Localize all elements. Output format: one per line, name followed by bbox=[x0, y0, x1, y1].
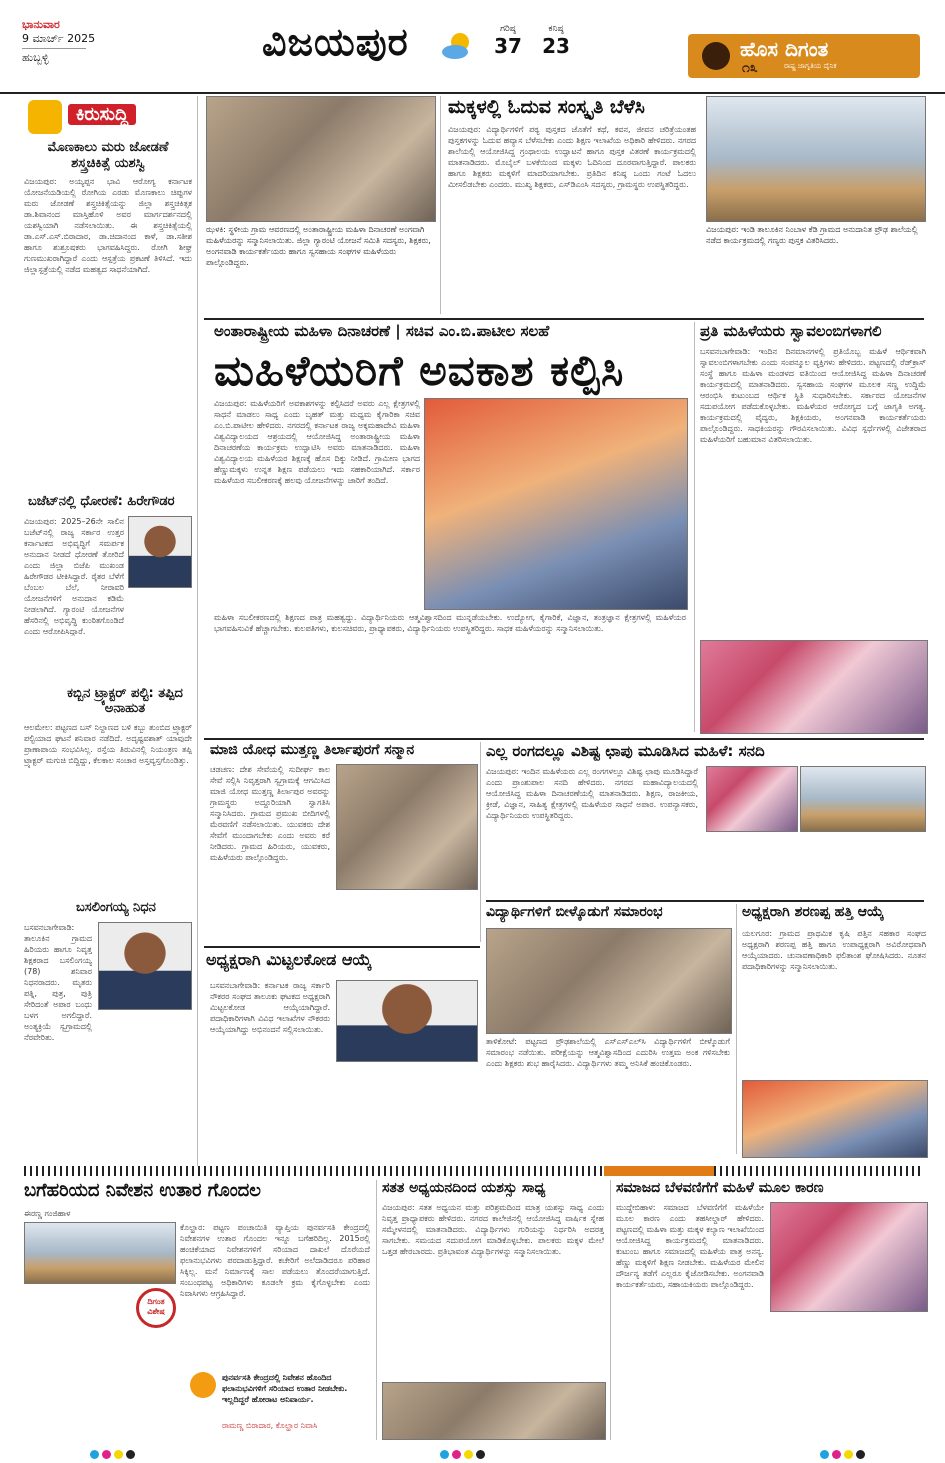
story-title: ಬಗೆಹರಿಯದ ನಿವೇಶನ ಉತಾರ ಗೊಂದಲ bbox=[24, 1180, 261, 1201]
section-divider bbox=[486, 900, 924, 902]
kirusuddi-label: ಕಿರುಸುದ್ದಿ bbox=[68, 104, 136, 125]
pull-quote-attribution: ರಾಮಣ್ಣ ಬಿರಾದಾರ, ಕೊಲ್ಹಾರ ನಿವಾಸಿ bbox=[222, 1421, 318, 1430]
photo-caption: ಝಳಕಿ: ಸ್ಥಳೀಯ ಗ್ರಾಮ ಆವರಣದಲ್ಲಿ ಅಂತಾರಾಷ್ಟ್ರೀಯ ಮಹಿಳಾ ದಿನಾಚರಣೆ ಅಂಗವಾಗಿ ಮಹಿಳೆಯರನ್ನು ಸನ್ಮಾನಿಸಲಾಯಿತು. ಜಿಲ್ಲಾ ಗ್ಯಾರಂಟಿ ಯೋಜನೆ ಸಮಿತಿ ಸದಸ್ಯರು, ಶಿಕ್ಷಕರು, ಅಂಗನವಾಡಿ ಕಾರ್ಯಕರ್ತೆಯರು ಹಾಗೂ ಸ್ವಸಹಾಯ ಸಂಘಗಳ ಮಹಿಳೆಯರು ಪಾಲ್ಗೊಂಡಿದ್ದರು. bbox=[206, 225, 431, 267]
story-title: ಪ್ರತಿ ಮಹಿಳೆಯರು ಸ್ವಾವಲಂಬಿಗಳಾಗಲಿ bbox=[700, 322, 882, 340]
newspaper-logo bbox=[688, 34, 920, 78]
event-photo bbox=[742, 1080, 928, 1158]
story-body: ಮುದ್ದೇಬಿಹಾಳ: ಸಮಾಜದ ಬೆಳವಣಿಗೆಗೆ ಮಹಿಳೆಯೇ ಮೂಲ ಕಾರಣ ಎಂದು ತಹಸೀಲ್ದಾರ್ ಹೇಳಿದರು. ಪಟ್ಟಣದಲ್ಲಿ ಮಹಿಳಾ ಮತ್ತು ಮಕ್ಕಳ ಕಲ್ಯಾಣ ಇಲಾಖೆಯಿಂದ ಆಯೋಜಿಸಿದ್ದ ಕಾರ್ಯಕ್ರಮದಲ್ಲಿ ಮಾತನಾಡಿದರು. ಕುಟುಂಬ ಹಾಗೂ ಸಮಾಜದಲ್ಲಿ ಮಹಿಳೆಯ ಪಾತ್ರ ಅನನ್ಯ. ಹೆಣ್ಣು ಮಕ್ಕಳಿಗೆ ಶಿಕ್ಷಣ ನೀಡಬೇಕು. ಮಹಿಳೆಯರ ಮೇಲಿನ ದೌರ್ಜನ್ಯ ತಡೆಗೆ ಎಲ್ಲರೂ ಕೈಜೋಡಿಸಬೇಕು. ಅಂಗನವಾಡಿ ಕಾರ್ಯಕರ್ತೆಯರು, ಸಹಾಯಕಿಯರು ಪಾಲ್ಗೊಂಡಿದ್ದರು. bbox=[616, 1203, 764, 1289]
story-body-continued bbox=[336, 1064, 476, 1154]
story-body: ಚಡಚಣ: ದೇಶ ಸೇವೆಯಲ್ಲಿ ಸುದೀರ್ಘ ಕಾಲ ಸೇವೆ ಸಲ್ಲಿಸಿ ನಿವೃತ್ತರಾಗಿ ಸ್ವಗ್ರಾಮಕ್ಕೆ ಆಗಮಿಸಿದ ಮಾಜಿ ಯೋಧ ಮುತ್ತಣ್ಣ ತಿರ್ಲಾಪುರ ಅವರನ್ನು ಗ್ರಾಮಸ್ಥರು ಅದ್ದೂರಿಯಾಗಿ ಸ್ವಾಗತಿಸಿ ಸನ್ಮಾನಿಸಿದರು. ಗ್ರಾಮದ ಪ್ರಮುಖ ಬೀದಿಗಳಲ್ಲಿ ಮೆರವಣಿಗೆ ನಡೆಸಲಾಯಿತು. ಯುವಕರು ದೇಶ ಸೇವೆಗೆ ಮುಂದಾಗಬೇಕು ಎಂದು ಅವರು ಕರೆ ನೀಡಿದರು. ಗ್ರಾಮದ ಹಿರಿಯರು, ಯುವಕರು, ಮಹಿಳೆಯರು ಪಾಲ್ಗೊಂಡಿದ್ದರು. bbox=[210, 765, 330, 862]
story-title: ಮೊಣಕಾಲು ಮರು ಜೋಡಣೆ ಶಸ್ತ್ರಚಿಕಿತ್ಸೆ ಯಶಸ್ವಿ bbox=[47, 140, 169, 171]
masthead bbox=[0, 0, 945, 94]
column-divider bbox=[736, 904, 737, 1154]
date-block bbox=[22, 18, 95, 65]
weather-sun-cloud-icon bbox=[440, 28, 476, 64]
section-divider bbox=[204, 738, 924, 740]
print-registration-marks bbox=[90, 1444, 138, 1463]
story-title: ಅಧ್ಯಕ್ಷರಾಗಿ ಮಿಟ್ಟಲಕೋಡ ಆಯ್ಕೆ bbox=[206, 950, 372, 969]
story-title: ಸತತ ಅಧ್ಯಯನದಿಂದ ಯಶಸ್ಸು ಸಾಧ್ಯ bbox=[382, 1180, 546, 1196]
pointing-hand-icon bbox=[28, 100, 62, 134]
story-body-continued bbox=[24, 590, 192, 680]
kirusuddi-header bbox=[22, 98, 190, 138]
page-number: ೧೩ bbox=[742, 60, 758, 76]
event-photo bbox=[336, 764, 478, 890]
story-title: ಸಮಾಜದ ಬೆಳವಣಿಗೆಗೆ ಮಹಿಳೆ ಮೂಲ ಕಾರಣ bbox=[616, 1180, 824, 1196]
story-kicker: ಅಂತಾರಾಷ್ಟ್ರೀಯ ಮಹಿಳಾ ದಿನಾಚರಣೆ | ಸಚಿವ ಎಂ.ಬಿ.ಪಾಟೀಲ ಸಲಹೆ bbox=[214, 322, 550, 340]
event-photo bbox=[206, 96, 436, 222]
story-body-continued bbox=[24, 1332, 184, 1442]
story-body: ವಿಜಯಪುರ: ಮಹಿಳೆಯರಿಗೆ ಅವಕಾಶಗಳನ್ನು ಕಲ್ಪಿಸಿದರೆ ಅವರು ಎಲ್ಲ ಕ್ಷೇತ್ರಗಳಲ್ಲಿ ಸಾಧನೆ ಮಾಡಲು ಸಾಧ್ಯ ಎಂದು ಬೃಹತ್ ಮತ್ತು ಮಧ್ಯಮ ಕೈಗಾರಿಕಾ ಸಚಿವ ಎಂ.ಬಿ.ಪಾಟೀಲ ಹೇಳಿದರು. ನಗರದಲ್ಲಿ ಕರ್ನಾಟಕ ರಾಜ್ಯ ಅಕ್ಕಮಹಾದೇವಿ ಮಹಿಳಾ ವಿಶ್ವವಿದ್ಯಾಲಯದ ಆಶ್ರಯದಲ್ಲಿ ಆಯೋಜಿಸಿದ್ದ ಅಂತಾರಾಷ್ಟ್ರೀಯ ಮಹಿಳಾ ದಿನಾಚರಣೆಯ ಕಾರ್ಯಕ್ರಮ ಉದ್ಘಾಟಿಸಿ ಅವರು ಮಾತನಾಡಿದರು. ಮಹಿಳಾ ವಿಶ್ವವಿದ್ಯಾಲಯ ಮಹಿಳೆಯರ ಶಿಕ್ಷಣಕ್ಕೆ ಹೊಸ ದಿಕ್ಕು ನೀಡಿದೆ. ಗ್ರಾಮೀಣ ಭಾಗದ ಹೆಣ್ಣುಮಕ್ಕಳು ಉನ್ನತ ಶಿಕ್ಷಣ ಪಡೆಯಲು ಇದು ಸಹಕಾರಿಯಾಗಿದೆ. ಸರ್ಕಾರ ಮಹಿಳೆಯರ ಸಬಲೀಕರಣಕ್ಕೆ ಹಲವು ಯೋಜನೆಗಳನ್ನು ಜಾರಿಗೆ ತಂದಿದೆ. bbox=[214, 399, 420, 485]
story-title: ಕಬ್ಬಿನ ಟ್ರ್ಯಾಕ್ಟರ್ ಪಲ್ಟಿ: ತಪ್ಪಿದ ಅನಾಹುತ bbox=[67, 686, 183, 716]
min-temp bbox=[532, 24, 580, 58]
print-registration-marks bbox=[820, 1444, 868, 1463]
story-body: ವಿಜಯಪುರ: ಅಯ್ಯಪ್ಪನ ಭಾವಿ ಆರೋಗ್ಯ ಕರ್ನಾಟಕ ಯೋಜನೆಯಡಿಯಲ್ಲಿ ರೋಗಿಯ ಎರಡು ಮೊಣಕಾಲು ಚಿಪ್ಪುಗಳ ಮರು ಜೋಡಣೆ ಶಸ್ತ್ರಚಿಕಿತ್ಸೆಯನ್ನು ಜಿಲ್ಲಾ ಶಸ್ತ್ರಚಿಕಿತ್ಸಕ ಡಾ.ಶಿವಾನಂದ ಮಾಸ್ತಿಹೊಳಿ ಅವರ ಮಾರ್ಗದರ್ಶನದಲ್ಲಿ ಯಶಸ್ವಿಯಾಗಿ ನಡೆಸಲಾಯಿತು. ಈ ಶಸ್ತ್ರಚಿಕಿತ್ಸೆಯಲ್ಲಿ ಡಾ.ಎಸ್.ಎಸ್.ಬಿರಾದಾರ, ಡಾ.ಚಿದಾನಂದ ಕಾಳೆ, ಡಾ.ಸತೀಶ ಹಾಗೂ ಶುಶ್ರೂಷಕರು ಭಾಗವಹಿಸಿದ್ದರು. ರೋಗಿ ಶೀಘ್ರ ಗುಣಮುಖರಾಗಿದ್ದಾರೆ ಎಂದು ಆಸ್ಪತ್ರೆಯ ಪ್ರಕಟಣೆ ತಿಳಿಸಿದೆ. ಇದು ಜಿಲ್ಲಾಸ್ಪತ್ರೆಯಲ್ಲಿ ನಡೆದ ಮಹತ್ವದ ಸಾಧನೆಯಾಗಿದೆ. bbox=[24, 177, 192, 274]
story-body: ಕೊಲ್ಹಾರ: ಪಟ್ಟಣ ಪಂಚಾಯಿತಿ ವ್ಯಾಪ್ತಿಯ ಪುನರ್ವಸತಿ ಕೇಂದ್ರದಲ್ಲಿ ನಿವೇಶನಗಳ ಉತಾರ ಗೊಂದಲ ಇನ್ನೂ ಬಗೆಹರಿದಿಲ್ಲ. 2015ರಲ್ಲಿ ಹಂಚಿಕೆಯಾದ ನಿವೇಶನಗಳಿಗೆ ಸರಿಯಾದ ದಾಖಲೆ ದೊರೆಯದೆ ಫಲಾನುಭವಿಗಳು ಪರದಾಡುತ್ತಿದ್ದಾರೆ. ಕಚೇರಿಗೆ ಅಲೆದಾಡಿದರೂ ಪರಿಹಾರ ಸಿಕ್ಕಿಲ್ಲ. ಮನೆ ನಿರ್ಮಾಣಕ್ಕೆ ಸಾಲ ಪಡೆಯಲು ತೊಂದರೆಯಾಗುತ್ತಿದೆ. ಸಂಬಂಧಪಟ್ಟ ಅಧಿಕಾರಿಗಳು ಕೂಡಲೇ ಕ್ರಮ ಕೈಗೊಳ್ಳಬೇಕು ಎಂದು ನಿವಾಸಿಗಳು ಆಗ್ರಹಿಸಿದ್ದಾರೆ. bbox=[180, 1223, 370, 1298]
byline: ಈರಣ್ಣ ಗಂಜಿಹಾಳ bbox=[24, 1209, 71, 1218]
logo-emblem-icon bbox=[702, 42, 730, 70]
column-divider bbox=[376, 1180, 377, 1440]
print-registration-marks bbox=[440, 1444, 488, 1463]
story-title: ಮಕ್ಕಳಲ್ಲಿ ಓದುವ ಸಂಸ್ಕೃತಿ ಬೆಳೆಸಿ bbox=[448, 96, 645, 118]
story-body-continued bbox=[336, 892, 476, 942]
politician-portrait bbox=[128, 516, 192, 588]
event-photo bbox=[800, 766, 926, 832]
column-divider bbox=[480, 742, 481, 942]
story-body: ವಿಜಯಪುರ: ವಿದ್ಯಾರ್ಥಿಗಳಿಗೆ ಪಠ್ಯ ಪುಸ್ತಕದ ಜೊತೆಗೆ ಕಥೆ, ಕವನ, ಜೀವನ ಚರಿತ್ರೆಯಂತಹ ಪುಸ್ತಕಗಳನ್ನು ಓದುವ ಹವ್ಯಾಸ ಬೆಳೆಸಬೇಕು ಎಂದು ಶಿಕ್ಷಣ ಇಲಾಖೆಯ ಅಧಿಕಾರಿ ಹೇಳಿದರು. ನಗರದ ಶಾಲೆಯಲ್ಲಿ ಆಯೋಜಿಸಿದ್ದ ಗ್ರಂಥಾಲಯ ಉದ್ಘಾಟನೆ ಹಾಗೂ ಪುಸ್ತಕ ವಿತರಣೆ ಕಾರ್ಯಕ್ರಮದಲ್ಲಿ ಮಾತನಾಡಿದರು. ಮೊಬೈಲ್ ಬಳಕೆಯಿಂದ ಮಕ್ಕಳು ಓದಿನಿಂದ ದೂರವಾಗುತ್ತಿದ್ದಾರೆ. ಪಾಲಕರು ಹಾಗೂ ಶಿಕ್ಷಕರು ಮಕ್ಕಳಿಗೆ ಮಾದರಿಯಾಗಬೇಕು. ಪ್ರತಿದಿನ ಕನಿಷ್ಠ ಒಂದು ಗಂಟೆ ಓದಲು ಮೀಸಲಿಡಬೇಕು ಎಂದರು. ಮುಖ್ಯ ಶಿಕ್ಷಕರು, ಎಸ್‌ಡಿಎಂಸಿ ಸದಸ್ಯರು, ಗ್ರಾಮಸ್ಥರು ಉಪಸ್ಥಿತರಿದ್ದರು. bbox=[448, 125, 696, 189]
story-body: ಬಸವನಬಾಗೇವಾಡಿ: ಕರ್ನಾಟಕ ರಾಜ್ಯ ಸರ್ಕಾರಿ ನೌಕರರ ಸಂಘದ ತಾಲೂಕು ಘಟಕದ ಅಧ್ಯಕ್ಷರಾಗಿ ಮಿಟ್ಟಲಕೋಡ ಆಯ್ಕೆಯಾಗಿದ್ದಾರೆ. ಪದಾಧಿಕಾರಿಗಳಾಗಿ ವಿವಿಧ ಇಲಾಖೆಗಳ ನೌಕರರು ಆಯ್ಕೆಯಾಗಿದ್ದು ಅಭಿನಂದನೆ ಸಲ್ಲಿಸಲಾಯಿತು. bbox=[210, 981, 330, 1034]
temperature-block bbox=[484, 24, 580, 58]
place-label: ಹುಬ್ಬಳ್ಳಿ bbox=[22, 51, 49, 64]
section-divider bbox=[204, 946, 480, 948]
logo-text: ಹೊಸ ದಿಗಂತ bbox=[740, 37, 829, 61]
max-temp bbox=[484, 24, 532, 58]
story-body: ಬಸವನಬಾಗೇವಾಡಿ: ತಾಲೂಕಿನ ಗ್ರಾಮದ ಹಿರಿಯರು ಹಾಗೂ ನಿವೃತ್ತ ಶಿಕ್ಷಕರಾದ ಬಸಲಿಂಗಯ್ಯ (78) ಶನಿವಾರ ನಿಧನರಾದರು. ಮೃತರು ಪತ್ನಿ, ಪುತ್ರ, ಪುತ್ರಿ ಸೇರಿದಂತೆ ಅಪಾರ ಬಂಧು ಬಳಗ ಅಗಲಿದ್ದಾರೆ. ಅಂತ್ಯಕ್ರಿಯೆ ಸ್ವಗ್ರಾಮದಲ್ಲಿ ನೆರವೇರಿತು. bbox=[24, 923, 92, 1042]
story-headline: ಮಹಿಳೆಯರಿಗೆ ಅವಕಾಶ ಕಲ್ಪಿಸಿ bbox=[214, 346, 625, 395]
event-photo bbox=[770, 1202, 928, 1312]
main-event-photo bbox=[424, 398, 688, 610]
event-photo bbox=[706, 766, 798, 832]
event-photo bbox=[486, 928, 732, 1034]
date-label: 9 ಮಾರ್ಚ್ 2025 bbox=[22, 32, 96, 45]
story-body: ಮಹಿಳಾ ಸಬಲೀಕರಣದಲ್ಲಿ ಶಿಕ್ಷಣದ ಪಾತ್ರ ಮಹತ್ವದ್ದು. ವಿದ್ಯಾರ್ಥಿನಿಯರು ಆತ್ಮವಿಶ್ವಾಸದಿಂದ ಮುನ್ನಡೆಯಬೇಕು. ಉದ್ಯೋಗ, ಕೈಗಾರಿಕೆ, ವಿಜ್ಞಾನ, ತಂತ್ರಜ್ಞಾನ ಕ್ಷೇತ್ರಗಳಲ್ಲಿ ಮಹಿಳೆಯರ ಭಾಗವಹಿಸುವಿಕೆ ಹೆಚ್ಚಾಗಬೇಕು. ಕುಲಪತಿಗಳು, ಕುಲಸಚಿವರು, ಪ್ರಾಧ್ಯಾಪಕರು, ವಿದ್ಯಾರ್ಥಿನಿಯರು ಉಪಸ್ಥಿತರಿದ್ದರು. ಸಾಧಕ ಮಹಿಳೆಯರನ್ನು ಸನ್ಮಾನಿಸಲಾಯಿತು. bbox=[214, 613, 686, 633]
logo-subtitle: ರಾಷ್ಟ್ರ ಜಾಗೃತಿಯ ದೈನಿಕ bbox=[784, 62, 837, 70]
story-body-continued bbox=[770, 1314, 926, 1438]
event-photo bbox=[700, 640, 928, 734]
max-temp-value: 37 bbox=[494, 34, 522, 58]
story-body: ವಿಜಯಪುರ: 2025–26ನೇ ಸಾಲಿನ ಬಜೆಟ್‌ನಲ್ಲಿ ರಾಜ್ಯ ಸರ್ಕಾರ ಉತ್ತರ ಕರ್ನಾಟಕದ ಅಭಿವೃದ್ಧಿಗೆ ಸಮರ್ಪಕ ಅನುದಾನ ನೀಡದೆ ಧೋರಣೆ ತೋರಿದೆ ಎಂದು ಜಿಲ್ಲಾ ಬಿಜೆಪಿ ಮುಖಂಡ ಹಿರೇಗೌಡರ ಟೀಕಿಸಿದ್ದಾರೆ. ರೈತರ ಬೆಳೆಗೆ ಬೆಂಬಲ ಬೆಲೆ, ನೀರಾವರಿ ಯೋಜನೆಗಳಿಗೆ ಅನುದಾನ ಕಡಿಮೆ ನೀಡಲಾಗಿದೆ. ಗ್ಯಾರಂಟಿ ಯೋಜನೆಗಳ ಹೆಸರಿನಲ್ಲಿ ಅಭಿವೃದ್ಧಿ ಕುಂಠಿತಗೊಂಡಿದೆ ಎಂದು ಆರೋಪಿಸಿದ್ದಾರೆ. bbox=[24, 517, 124, 636]
story-body: ವಿಜಯಪುರ: ಇಂದಿನ ಮಹಿಳೆಯರು ಎಲ್ಲ ರಂಗಗಳಲ್ಲೂ ವಿಶಿಷ್ಟ ಛಾಪು ಮೂಡಿಸಿದ್ದಾರೆ ಎಂದು ಪ್ರಾಂಶುಪಾಲ ಸನದಿ ಹೇಳಿದರು. ನಗರದ ಮಹಾವಿದ್ಯಾಲಯದಲ್ಲಿ ಆಯೋಜಿಸಿದ್ದ ಮಹಿಳಾ ದಿನಾಚರಣೆಯಲ್ಲಿ ಮಾತನಾಡಿದರು. ಶಿಕ್ಷಣ, ರಾಜಕೀಯ, ಕ್ರೀಡೆ, ವಿಜ್ಞಾನ, ಸಾಹಿತ್ಯ ಕ್ಷೇತ್ರಗಳಲ್ಲಿ ಮಹಿಳೆಯರ ಸಾಧನೆ ಅಪಾರ. ಉಪನ್ಯಾಸಕರು, ವಿದ್ಯಾರ್ಥಿನಿಯರು ಉಪಸ್ಥಿತರಿದ್ದರು. bbox=[486, 767, 698, 820]
story-title: ಅಧ್ಯಕ್ಷರಾಗಿ ಶರಣಪ್ಪ ಹತ್ತಿ ಆಯ್ಕೆ bbox=[742, 904, 884, 920]
column-divider bbox=[694, 322, 695, 732]
event-photo bbox=[706, 96, 926, 222]
obituary-portrait bbox=[98, 922, 192, 1010]
story-title: ವಿದ್ಯಾರ್ಥಿಗಳಿಗೆ ಬೀಳ್ಕೊಡುಗೆ ಸಮಾರಂಭ bbox=[486, 904, 663, 920]
special-report-stamp: ದಿಗಂತ ವಿಶೇಷ bbox=[136, 1288, 176, 1328]
min-temp-label: ಕನಿಷ್ಠ bbox=[548, 24, 564, 34]
story-body: ತಾಳಿಕೋಟೆ: ಪಟ್ಟಣದ ಪ್ರೌಢಶಾಲೆಯಲ್ಲಿ ಎಸ್‌ಎಸ್‌ಎಲ್‌ಸಿ ವಿದ್ಯಾರ್ಥಿಗಳಿಗೆ ಬೀಳ್ಕೊಡುಗೆ ಸಮಾರಂಭ ನಡೆಯಿತು. ಪರೀಕ್ಷೆಯನ್ನು ಆತ್ಮವಿಶ್ವಾಸದಿಂದ ಎದುರಿಸಿ ಉತ್ತಮ ಅಂಕ ಗಳಿಸಬೇಕು ಎಂದು ಶಿಕ್ಷಕರು ಶುಭ ಹಾರೈಸಿದರು. ವಿದ್ಯಾರ್ಥಿಗಳು ತಮ್ಮ ಅನಿಸಿಕೆ ಹಂಚಿಕೊಂಡರು. bbox=[486, 1037, 730, 1068]
section-strip bbox=[24, 1166, 924, 1176]
story-title: ಬಸಲಿಂಗಯ್ಯ ನಿಧನ bbox=[76, 900, 156, 915]
person-portrait bbox=[336, 980, 478, 1062]
story-title: ಮಾಜಿ ಯೋಧ ಮುತ್ತಣ್ಣ ತಿರ್ಲಾಪುರಗೆ ಸನ್ಮಾನ bbox=[210, 742, 415, 758]
column-divider bbox=[197, 96, 198, 1176]
story-body: ವಿಜಯಪುರ: ಸತತ ಅಧ್ಯಯನ ಮತ್ತು ಪರಿಶ್ರಮದಿಂದ ಮಾತ್ರ ಯಶಸ್ಸು ಸಾಧ್ಯ ಎಂದು ನಿವೃತ್ತ ಪ್ರಾಧ್ಯಾಪಕರು ಹೇಳಿದರು. ನಗರದ ಕಾಲೇಜಿನಲ್ಲಿ ಆಯೋಜಿಸಿದ್ದ ವಾರ್ಷಿಕ ಸ್ನೇಹ ಸಮ್ಮೇಳನದಲ್ಲಿ ಮಾತನಾಡಿದರು. ವಿದ್ಯಾರ್ಥಿಗಳು ಗುರಿಯನ್ನು ನಿರ್ಧರಿಸಿ ಅದರತ್ತ ಸಾಗಬೇಕು. ಸಮಯದ ಸದುಪಯೋಗ ಮಾಡಿಕೊಳ್ಳಬೇಕು. ಪಾಲಕರು ಮಕ್ಕಳ ಮೇಲೆ ಒತ್ತಡ ಹೇರಬಾರದು. ಪ್ರತಿಭಾವಂತ ವಿದ್ಯಾರ್ಥಿಗಳನ್ನು ಸನ್ಮಾನಿಸಲಾಯಿತು. bbox=[382, 1203, 604, 1256]
city-title: ವಿಜಯಪುರ bbox=[262, 20, 409, 64]
story-body: ಆಲಮೇಲ: ಪಟ್ಟಣದ ಬಸ್ ನಿಲ್ದಾಣದ ಬಳಿ ಕಬ್ಬು ತುಂಬಿದ ಟ್ರ್ಯಾಕ್ಟರ್ ಪಲ್ಟಿಯಾದ ಘಟನೆ ಶನಿವಾರ ನಡೆದಿದೆ. ಅದೃಷ್ಟವಶಾತ್ ಯಾವುದೇ ಪ್ರಾಣಾಪಾಯ ಸಂಭವಿಸಿಲ್ಲ. ರಸ್ತೆಯ ತಿರುವಿನಲ್ಲಿ ನಿಯಂತ್ರಣ ತಪ್ಪಿ ಟ್ರ್ಯಾಕ್ಟರ್ ಮಗುಚಿ ಬಿದ್ದಿದ್ದು, ಕೆಲಕಾಲ ಸಂಚಾರ ಅಸ್ತವ್ಯಸ್ತಗೊಂಡಿತ್ತು. bbox=[24, 723, 192, 765]
accent-bar bbox=[604, 1166, 714, 1176]
min-temp-value: 23 bbox=[542, 34, 570, 58]
max-temp-label: ಗರಿಷ್ಠ bbox=[500, 24, 516, 34]
section-divider bbox=[204, 318, 924, 320]
column-divider bbox=[610, 1180, 611, 1440]
day-label: ಭಾನುವಾರ bbox=[22, 18, 60, 31]
site-photo bbox=[24, 1222, 176, 1284]
photo-caption: ವಿಜಯಪುರ: ಇಂಡಿ ತಾಲೂಕಿನ ನಿಂಬಾಳ ಕೆಡಿ ಗ್ರಾಮದ ಅನುದಾನಿತ ಪ್ರೌಢ ಶಾಲೆಯಲ್ಲಿ ನಡೆದ ಕಾರ್ಯಕ್ರಮದಲ್ಲಿ ಗಣ್ಯರು ಪುಸ್ತಕ ವಿತರಿಸಿದರು. bbox=[706, 225, 918, 245]
pull-quote: ಪುನರ್ವಸತಿ ಕೇಂದ್ರದಲ್ಲಿ ನಿವೇಶನ ಹೊಂದಿದ ಫಲಾನುಭವಿಗಳಿಗೆ ಸರಿಯಾದ ಉತಾರ ನೀಡಬೇಕು. ಇಲ್ಲದಿದ್ದರೆ ಹೋರಾಟ ಅನಿವಾರ್ಯ. bbox=[222, 1373, 348, 1404]
event-photo bbox=[382, 1382, 606, 1440]
story-body: ಯಲಗೂರ: ಗ್ರಾಮದ ಪ್ರಾಥಮಿಕ ಕೃಷಿ ಪತ್ತಿನ ಸಹಕಾರ ಸಂಘದ ಅಧ್ಯಕ್ಷರಾಗಿ ಶರಣಪ್ಪ ಹತ್ತಿ ಹಾಗೂ ಉಪಾಧ್ಯಕ್ಷರಾಗಿ ಅವಿರೋಧವಾಗಿ ಆಯ್ಕೆಯಾದರು. ಚುನಾವಣಾಧಿಕಾರಿ ಫಲಿತಾಂಶ ಘೋಷಿಸಿದರು. ನೂತನ ಪದಾಧಿಕಾರಿಗಳನ್ನು ಸನ್ಮಾನಿಸಲಾಯಿತು. bbox=[742, 929, 926, 971]
column-divider bbox=[440, 96, 441, 314]
quote-mark-icon bbox=[190, 1372, 216, 1398]
story-title: ಎಲ್ಲ ರಂಗದಲ್ಲೂ ವಿಶಿಷ್ಟ ಛಾಪು ಮೂಡಿಸಿದ ಮಹಿಳೆ: ಸನದಿ bbox=[486, 742, 765, 760]
story-title: ಬಜೆಟ್‌ನಲ್ಲಿ ಧೋರಣೆ: ಹಿರೇಗೌಡರ bbox=[28, 494, 175, 509]
story-body: ಬಸವನಬಾಗೇವಾಡಿ: ಇಂದಿನ ದಿನಮಾನಗಳಲ್ಲಿ ಪ್ರತಿಯೊಬ್ಬ ಮಹಿಳೆ ಆರ್ಥಿಕವಾಗಿ ಸ್ವಾವಲಂಬಿಗಳಾಗಬೇಕು ಎಂದು ಸಂಪನ್ಮೂಲ ವ್ಯಕ್ತಿಗಳು ಹೇಳಿದರು. ಪಟ್ಟಣದಲ್ಲಿ ರೆಡ್‌ಕ್ರಾಸ್ ಸಂಸ್ಥೆ ಹಾಗೂ ಮಹಿಳಾ ಮಂಡಳದ ವತಿಯಿಂದ ಆಯೋಜಿಸಿದ್ದ ಮಹಿಳಾ ದಿನಾಚರಣೆ ಕಾರ್ಯಕ್ರಮದಲ್ಲಿ ಮಾತನಾಡಿದರು. ಸ್ವಸಹಾಯ ಸಂಘಗಳ ಮೂಲಕ ಸಣ್ಣ ಉದ್ದಿಮೆ ಆರಂಭಿಸಿ ಕುಟುಂಬದ ಆರ್ಥಿಕ ಸ್ಥಿತಿ ಸುಧಾರಿಸಬೇಕು. ಸರ್ಕಾರದ ಯೋಜನೆಗಳ ಸದುಪಯೋಗ ಪಡೆದುಕೊಳ್ಳಬೇಕು. ಮಹಿಳೆಯರ ಆರೋಗ್ಯದ ಬಗ್ಗೆ ಜಾಗೃತಿ ಅಗತ್ಯ. ಕಾರ್ಯಕ್ರಮದಲ್ಲಿ ವೈದ್ಯರು, ಶಿಕ್ಷಕಿಯರು, ಅಂಗನವಾಡಿ ಕಾರ್ಯಕರ್ತೆಯರು ಪಾಲ್ಗೊಂಡಿದ್ದರು. ಸಾಧಕಿಯರನ್ನು ಗೌರವಿಸಲಾಯಿತು. ವಿವಿಧ ಸ್ಪರ್ಧೆಗಳಲ್ಲಿ ವಿಜೇತರಾದ ಮಹಿಳೆಯರಿಗೆ ಬಹುಮಾನ ವಿತರಿಸಲಾಯಿತು. bbox=[700, 347, 926, 444]
date-divider bbox=[22, 48, 86, 49]
